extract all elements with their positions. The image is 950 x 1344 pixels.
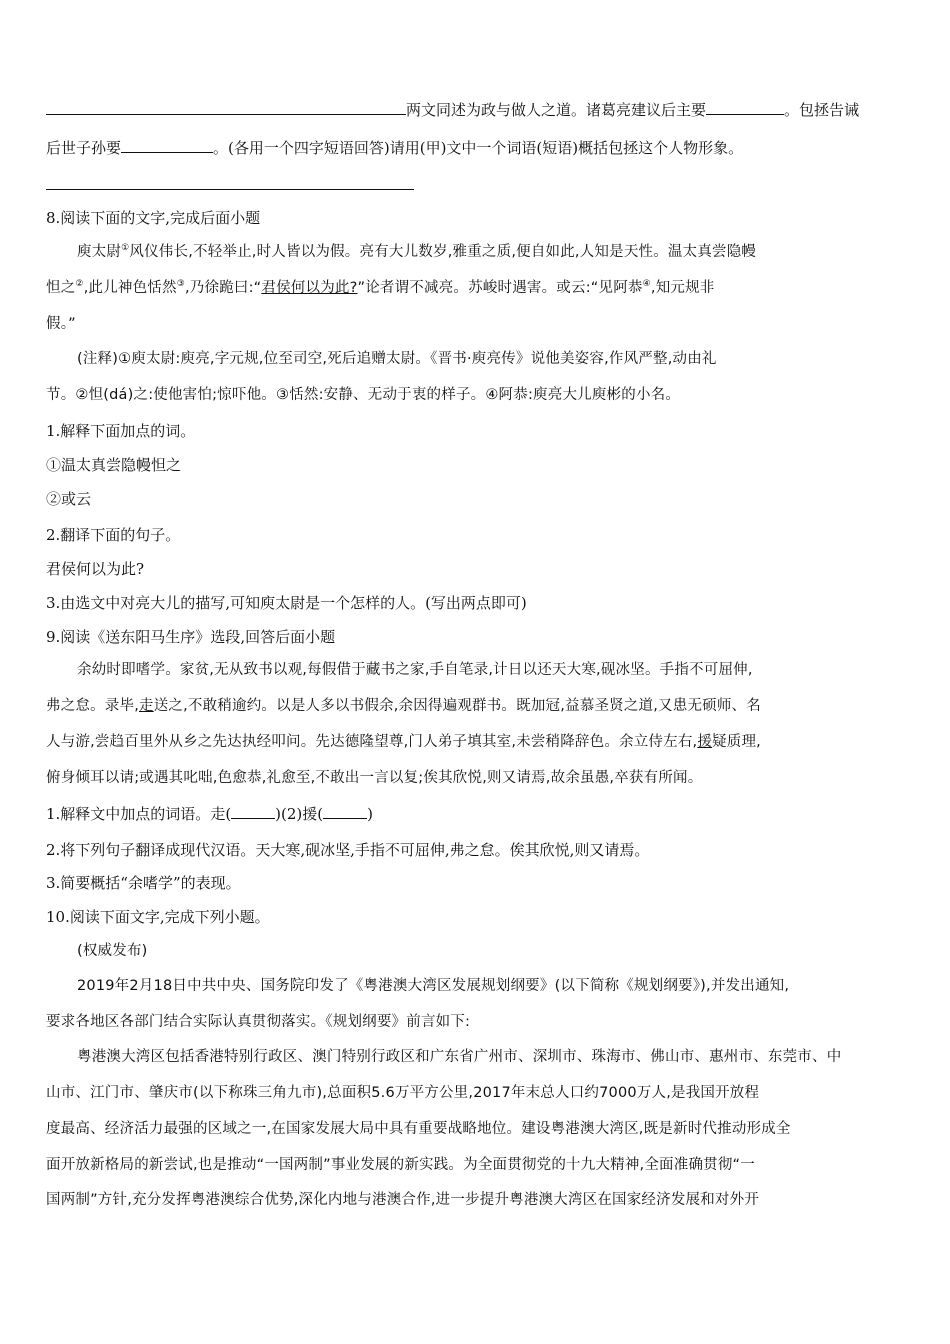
q9-passage-line-3: 人与游,尝趋百里外从乡之先达执经叩问。先达德隆望尊,门人弟子填其室,未尝稍降辞色。余立侍左右,援疑质理, (46, 734, 761, 750)
q10-line-4: 山市、江门市、肇庆市(以下称珠三角九市),总面积5.6万平方公里,2017年末总人口约7000万人,是我国开放程 (46, 1085, 760, 1101)
q8-passage-line-3: 假。” (46, 316, 76, 332)
answer-blank[interactable] (121, 138, 213, 153)
q7-line-2: 后世子孙要 。(各用一个四字短语回答)请用(甲)文中一个词语(短语)概括包拯这个人物形象。 (46, 139, 744, 157)
q10-title: 10.阅读下面文字,完成下列小题。 (46, 908, 270, 926)
answer-blank[interactable] (46, 100, 406, 115)
q8-sub-1b: ②或云 (46, 490, 92, 508)
q9-passage-line-1: 余幼时即嗜学。家贫,无从致书以观,每假借于藏书之家,手自笔录,计日以还天大寒,砚冰坚。手指不可屈伸, (77, 662, 753, 678)
q8-sub-1a: ①温太真尝隐幔怛之 (46, 456, 182, 474)
q9-sub-2: 2.将下列句子翻译成现代汉语。天大寒,砚冰坚,手指不可屈伸,弗之怠。俟其欣悦,则又请焉。 (46, 841, 650, 859)
q8-sub-2a: 君侯何以为此? (46, 560, 145, 578)
q8-passage-line-1: 庾太尉①风仪伟长,不轻举止,时人皆以为假。亮有大儿数岁,雅重之质,便自如此,人知是天性。温太真尝隐幔 (77, 243, 757, 260)
answer-blank[interactable] (706, 100, 784, 115)
q10-line-7: 国两制”方针,充分发挥粤港澳综合优势,深化内地与港澳合作,进一步提升粤港澳大湾区在国家经济发展和对外开 (46, 1192, 760, 1208)
q8-sub-2: 2.翻译下面的句子。 (46, 526, 181, 544)
dotted-word-yuan: 援 (697, 734, 713, 750)
answer-blank[interactable] (231, 804, 275, 819)
q9-sub-1: 1.解释文中加点的词语。走( )(2)援( ) (46, 805, 373, 823)
underlined-quote: 君侯何以为此? (261, 280, 358, 296)
q8-title: 8.阅读下面的文字,完成后面小题 (46, 209, 261, 227)
q9-title: 9.阅读《送东阳马生序》选段,回答后面小题 (46, 628, 336, 646)
q10-line-5: 度最高、经济活力最强的区域之一,在国家发展大局中具有重要战略地位。建设粤港澳大湾区,既是新时代推动形成全 (46, 1121, 791, 1137)
q10-line-1: 2019年2月18日中共中央、国务院印发了《粤港澳大湾区发展规划纲要》(以下简称《规划纲要》),并发出通知, (77, 978, 790, 994)
q10-line-6: 面开放新格局的新尝试,也是推动“一国两制”事业发展的新实践。为全面贯彻党的十九大精神,全面准确贯彻“一 (46, 1157, 755, 1173)
q7-line-1: 两文同述为政与做人之道。诸葛亮建议后主要 。包拯告诫 (46, 100, 908, 120)
q8-note-line-1: (注释)①庾太尉:庾亮,字元规,位至司空,死后追赠太尉。《晋书·庾亮传》说他美姿容,作风严整,动由礼 (77, 351, 717, 367)
q10-line-3: 粤港澳大湾区包括香港特别行政区、澳门特别行政区和广东省广州市、深圳市、珠海市、佛山市、惠州市、东莞市、中 (77, 1049, 842, 1065)
q8-note-line-2: 节。②怛(dá)之:使他害怕;惊吓他。③恬然:安静、无动于衷的样子。④阿恭:庾亮大儿庾彬的小名。 (46, 387, 681, 403)
answer-blank-line[interactable] (46, 189, 414, 190)
q9-sub-3: 3.简要概括“余嗜学”的表现。 (46, 874, 241, 892)
answer-blank[interactable] (323, 804, 367, 819)
q9-passage-line-4: 俯身倾耳以请;或遇其叱咄,色愈恭,礼愈至,不敢出一言以复;俟其欣悦,则又请焉,故余虽愚,卒获有所闻。 (46, 770, 703, 786)
q8-sub-1: 1.解释下面加点的词。 (46, 422, 196, 440)
q10-label: (权威发布) (77, 943, 148, 959)
q10-line-2: 要求各地区各部门结合实际认真贯彻落实。《规划纲要》前言如下: (46, 1014, 471, 1030)
dotted-word-zou: 走 (139, 698, 154, 714)
q8-passage-line-2: 怛之②,此儿神色恬然③,乃徐跪曰:“君侯何以为此?”论者谓不减亮。苏峻时遇害。或云:“见阿恭④,知元规非 (46, 279, 715, 296)
q8-sub-3: 3.由选文中对亮大儿的描写,可知庾太尉是一个怎样的人。(写出两点即可) (46, 594, 527, 612)
q9-passage-line-2: 弗之怠。录毕,走送之,不敢稍逾约。以是人多以书假余,余因得遍观群书。既加冠,益慕圣贤之道,又患无硕师、名 (46, 698, 761, 714)
